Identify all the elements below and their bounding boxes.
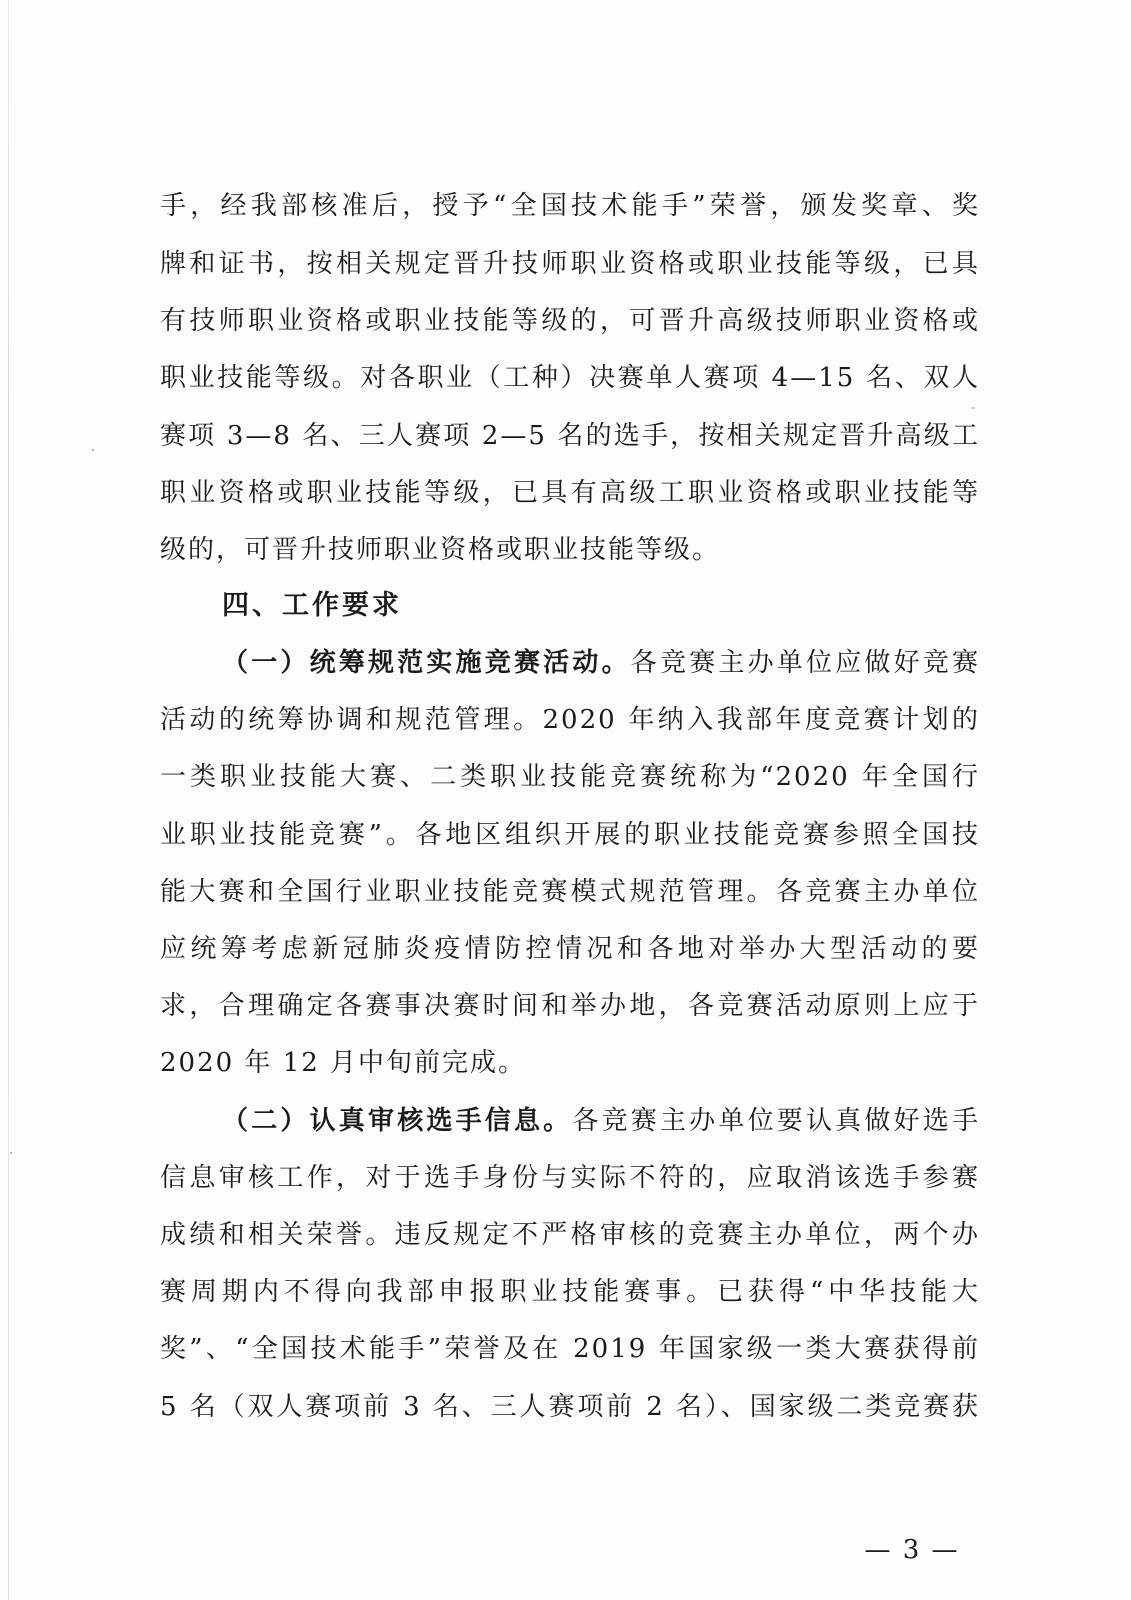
paragraph-3-line: 信息审核工作，对于选手身份与实际不符的，应取消该选手参赛 [160, 1163, 980, 1193]
paragraph-3-line: 5 名（双人赛项前 3 名、三人赛项前 2 名）、国家级二类竞赛获 [160, 1392, 980, 1422]
paragraph-1-line: 级的，可晋升技师职业资格或职业技能等级。 [160, 535, 721, 565]
paragraph-3-first-line [222, 1101, 980, 1141]
paragraph-3-line: 赛周期内不得向我部申报职业技能赛事。已获得“中华技能大 [160, 1277, 980, 1307]
paragraph-2-line: 能大赛和全国行业职业技能竞赛模式规范管理。各竞赛主办单位 [160, 877, 980, 907]
paragraph-3-line: 成绩和相关荣誉。违反规定不严格审核的竞赛主办单位，两个办 [160, 1220, 980, 1250]
paragraph-2-first-line [222, 643, 980, 683]
paragraph-2-first-line-text: 各竞赛主办单位应做好竞赛 [630, 648, 980, 678]
paragraph-1-line: 职业资格或职业技能等级，已具有高级工职业资格或职业技能等 [160, 478, 980, 508]
paragraph-1-line: 赛项 3—8 名、三人赛项 2—5 名的选手，按相关规定晋升高级工 [160, 421, 980, 451]
paragraph-2-line: 业职业技能竞赛”。各地区组织开展的职业技能竞赛参照全国技 [160, 820, 980, 850]
paragraph-1-line: 有技师职业资格或职业技能等级的，可晋升高级技师职业资格或 [160, 306, 980, 336]
paragraph-1-line: 手，经我部核准后，授予“全国技术能手”荣誉，颁发奖章、奖 [160, 191, 980, 221]
paragraph-3-first-line-text: 各竞赛主办单位要认真做好选手 [572, 1106, 980, 1136]
page-number: — 3 — [864, 1535, 960, 1565]
paragraph-3-subheading: （二）认真审核选手信息。 [222, 1106, 573, 1136]
paragraph-2-line: 活动的统筹协调和规范管理。2020 年纳入我部年度竞赛计划的 [160, 705, 980, 735]
paragraph-2-subheading: （一）统筹规范实施竞赛活动。 [222, 648, 631, 678]
paragraph-1-line: 职业技能等级。对各职业（工种）决赛单人赛项 4—15 名、双人 [160, 363, 980, 393]
paragraph-3-line: 奖”、“全国技术能手”荣誉及在 2019 年国家级一类大赛获得前 [160, 1334, 980, 1364]
paragraph-2-line: 应统筹考虑新冠肺炎疫情防控情况和各地对举办大型活动的要 [160, 934, 980, 964]
paragraph-2-line: 2020 年 12 月中旬前完成。 [160, 1048, 527, 1078]
section-heading: 四、工作要求 [222, 590, 402, 621]
paragraph-1-line: 牌和证书，按相关规定晋升技师职业资格或职业技能等级，已具 [160, 249, 980, 279]
paragraph-2-line: 一类职业技能大赛、二类职业技能竞赛统称为“2020 年全国行 [160, 762, 980, 792]
paragraph-2-line: 求，合理确定各赛事决赛时间和举办地，各竞赛活动原则上应于 [160, 991, 980, 1021]
